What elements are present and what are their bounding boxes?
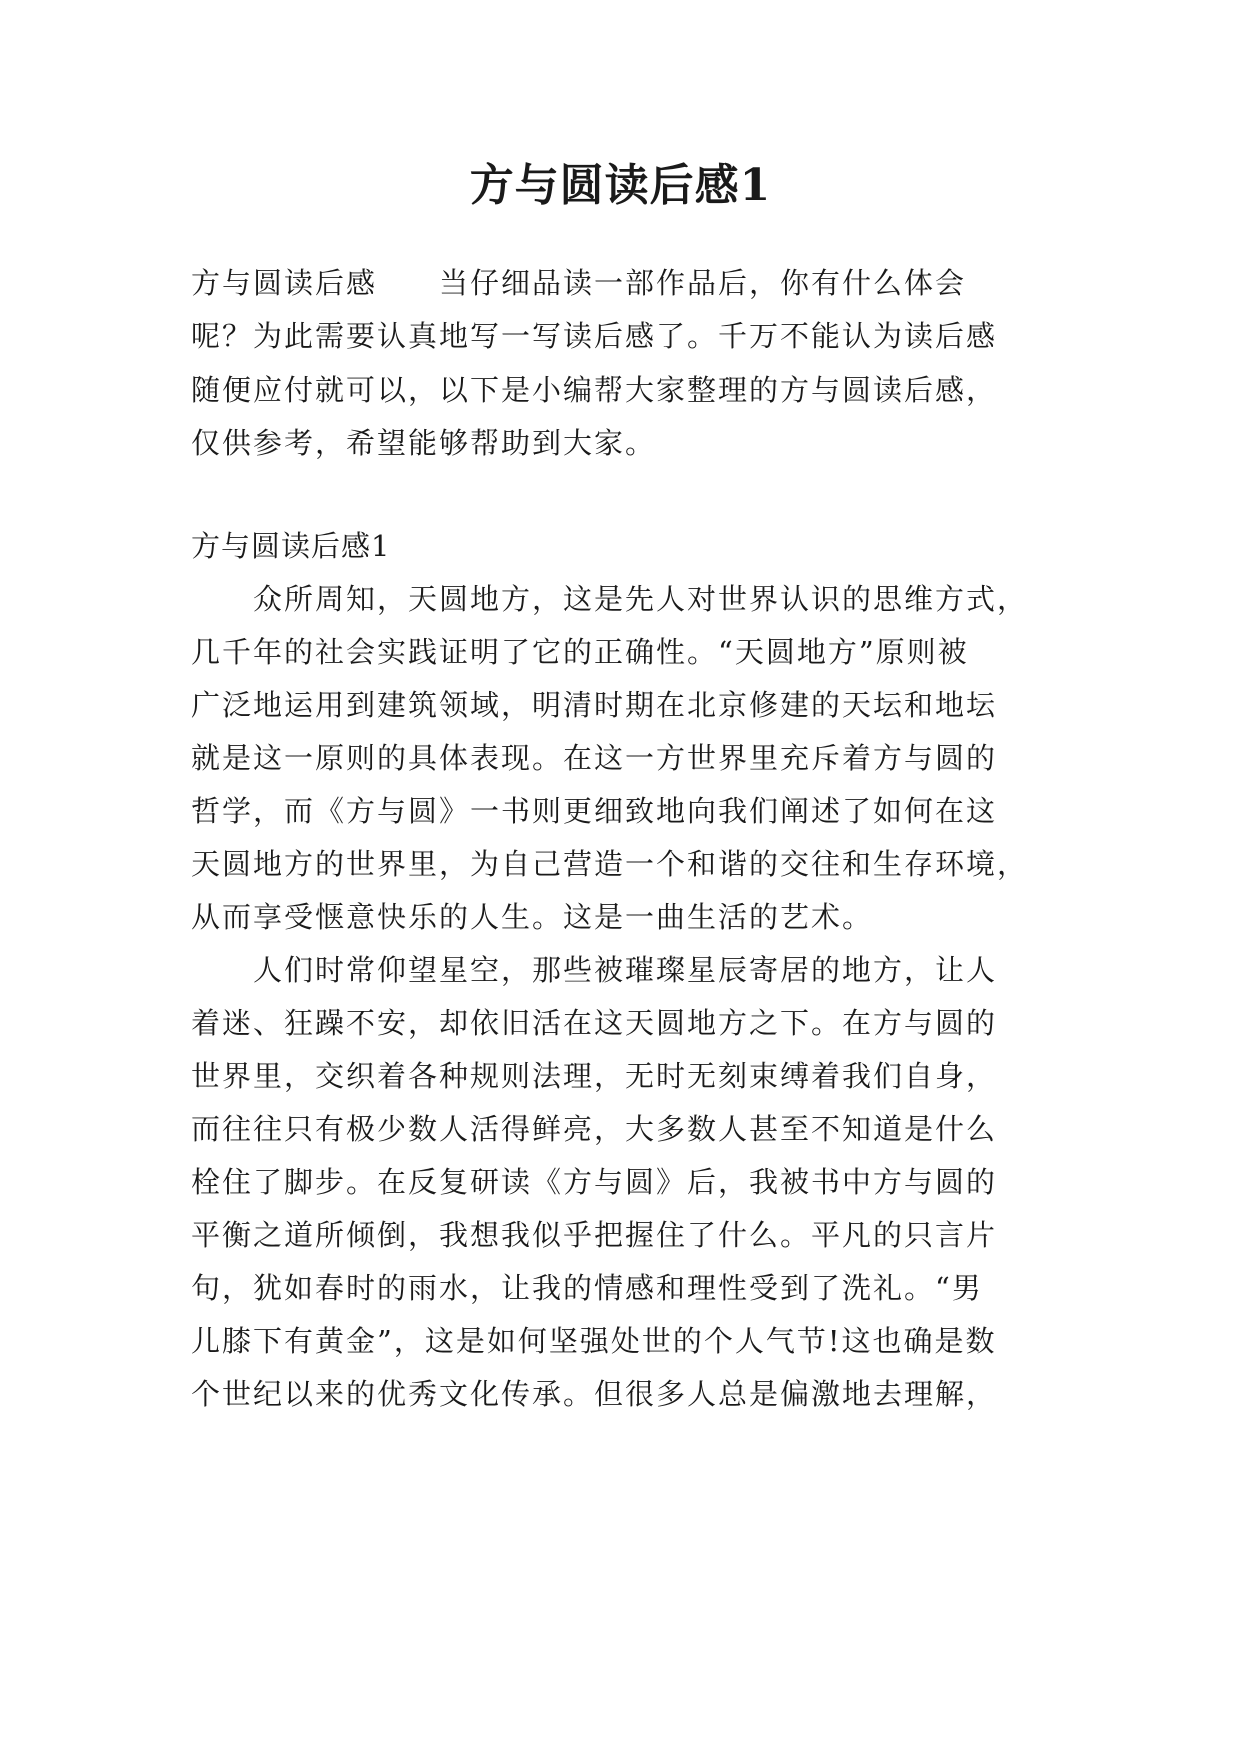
body-line: 众所周知，天圆地方，这是先人对世界认识的思维方式， [191, 582, 1029, 616]
body-line: 栓住了脚步。在反复研读《方与圆》后，我被书中方与圆的 [191, 1165, 998, 1199]
intro-line: 方与圆读后感 当仔细品读一部作品后，你有什么体会 [191, 266, 967, 300]
document-title: 方与圆读后感1 [469, 160, 772, 211]
body-line: 句，犹如春时的雨水，让我的情感和理性受到了洗礼。“男 [191, 1271, 983, 1305]
section-heading: 方与圆读后感1 [191, 529, 391, 563]
body-line: 天圆地方的世界里，为自己营造一个和谐的交往和生存环境， [191, 847, 1029, 881]
body-line: 而往往只有极少数人活得鲜亮，大多数人甚至不知道是什么 [191, 1112, 998, 1146]
body-line: 儿膝下有黄金”，这是如何坚强处世的个人气节!这也确是数 [191, 1324, 997, 1358]
body-line: 从而享受惬意快乐的人生。这是一曲生活的艺术。 [191, 900, 874, 934]
body-line: 广泛地运用到建筑领域，明清时期在北京修建的天坛和地坛 [191, 688, 998, 722]
intro-line: 呢？为此需要认真地写一写读后感了。千万不能认为读后感 [191, 319, 998, 353]
body-line: 个世纪以来的优秀文化传承。但很多人总是偏激地去理解， [191, 1377, 998, 1411]
body-line: 平衡之道所倾倒，我想我似乎把握住了什么。平凡的只言片 [191, 1218, 998, 1252]
body-line: 哲学，而《方与圆》一书则更细致地向我们阐述了如何在这 [191, 794, 998, 828]
body-line: 几千年的社会实践证明了它的正确性。“天圆地方”原则被 [191, 635, 969, 669]
body-line: 着迷、狂躁不安，却依旧活在这天圆地方之下。在方与圆的 [191, 1006, 998, 1040]
body-line: 就是这一原则的具体表现。在这一方世界里充斥着方与圆的 [191, 741, 998, 775]
body-line: 人们时常仰望星空，那些被璀璨星辰寄居的地方，让人 [191, 953, 998, 987]
body-line: 世界里，交织着各种规则法理，无时无刻束缚着我们自身， [191, 1059, 998, 1093]
intro-line: 仅供参考，希望能够帮助到大家。 [191, 426, 657, 460]
intro-line: 随便应付就可以，以下是小编帮大家整理的方与圆读后感， [191, 373, 998, 407]
